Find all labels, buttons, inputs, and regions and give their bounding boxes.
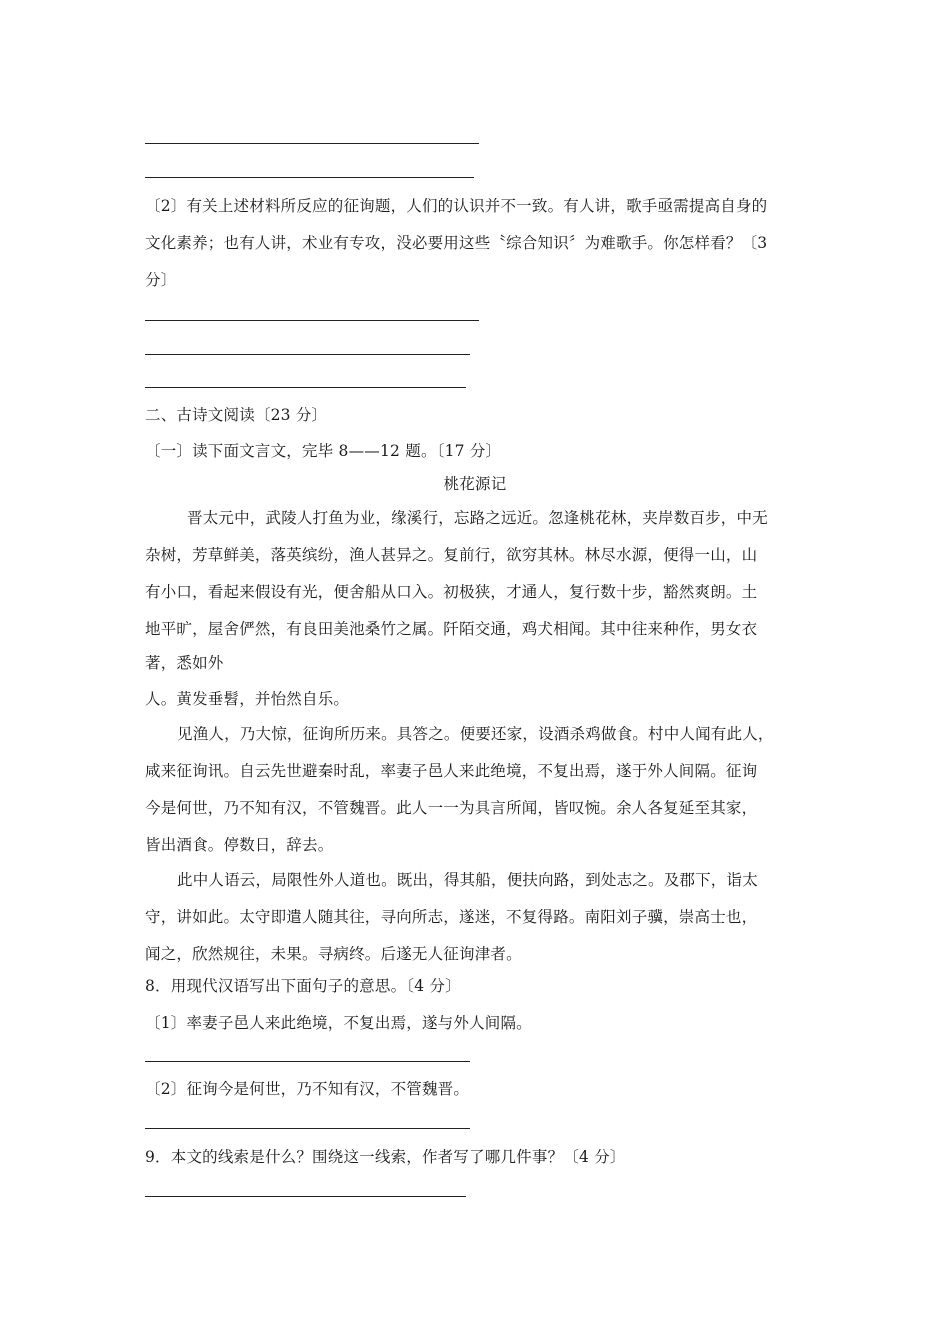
q8-stem: 8．用现代汉语写出下面句子的意思。〔4 分〕 <box>145 977 461 995</box>
answer-line <box>145 354 470 355</box>
q8-part2: 〔2〕征询今是何世，乃不知有汉，不管魏晋。 <box>145 1080 470 1098</box>
section-heading: 二、古诗文阅读〔23 分〕 <box>145 406 328 424</box>
passage-line: 有小口，看起来假设有光，便舍船从口入。初极狭，才通人，复行数十步，豁然爽朗。土 <box>145 583 758 601</box>
passage-line: 皆出酒食。停数日，辞去。 <box>145 836 334 854</box>
passage-line: 人。黄发垂髫，并怡然自乐。 <box>145 690 350 708</box>
section-sub-heading: 〔一〕读下面文言文，完毕 8——12 题。〔17 分〕 <box>145 442 502 460</box>
passage-line: 晋太元中，武陵人打鱼为业，缘溪行，忘路之远近。忽逢桃花林，夹岸数百步，中无 <box>187 509 768 527</box>
passage-line: 地平旷，屋舍俨然，有良田美池桑竹之属。阡陌交通，鸡犬相闻。其中往来种作，男女衣 <box>145 620 758 638</box>
passage-line: 见渔人，乃大惊，征询所历来。具答之。便要还家，设酒杀鸡做食。村中人闻有此人， <box>177 725 774 743</box>
answer-line <box>145 387 466 388</box>
q8-part1: 〔1〕率妻子邑人来此绝境，不复出焉，遂与外人间隔。 <box>145 1014 532 1032</box>
q7-part2-line3: 分〕 <box>145 271 177 289</box>
passage-title: 桃花源记 <box>443 475 507 493</box>
passage-line: 著，悉如外 <box>145 654 224 672</box>
q7-part2-line1: 〔2〕有关上述材料所反应的征询题，人们的认识并不一致。有人讲，歌手亟需提高自身的 <box>145 197 768 215</box>
answer-line <box>145 177 474 178</box>
passage-line: 闻之，欣然规往，未果。寻病终。后遂无人征询津者。 <box>145 945 522 963</box>
answer-line <box>145 1061 470 1062</box>
answer-line <box>145 143 479 144</box>
answer-line <box>145 1128 470 1129</box>
passage-line: 咸来征询讯。自云先世避秦时乱，率妻子邑人来此绝境，不复出焉，遂于外人间隔。征询 <box>145 762 758 780</box>
passage-line: 今是何世，乃不知有汉，不管魏晋。此人一一为具言所闻，皆叹惋。余人各复延至其家， <box>145 799 758 817</box>
passage-line: 杂树，芳草鲜美，落英缤纷，渔人甚异之。复前行，欲穷其林。林尽水源，便得一山，山 <box>145 546 758 564</box>
answer-line <box>145 320 479 321</box>
q9-stem: 9．本文的线索是什么？围绕这一线索，作者写了哪几件事？〔4 分〕 <box>145 1148 626 1166</box>
answer-line <box>145 1196 466 1197</box>
q7-part2-line2: 文化素养；也有人讲，术业有专攻，没必要用这些〝综合知识〞为难歌手。你怎样看？〔3 <box>145 234 768 252</box>
passage-line: 守，讲如此。太守即遣人随其往，寻向所志，遂迷，不复得路。南阳刘子骥，崇高士也， <box>145 908 758 926</box>
passage-line: 此中人语云，局限性外人道也。既出，得其船，便扶向路，到处志之。及郡下，诣太 <box>177 871 758 889</box>
